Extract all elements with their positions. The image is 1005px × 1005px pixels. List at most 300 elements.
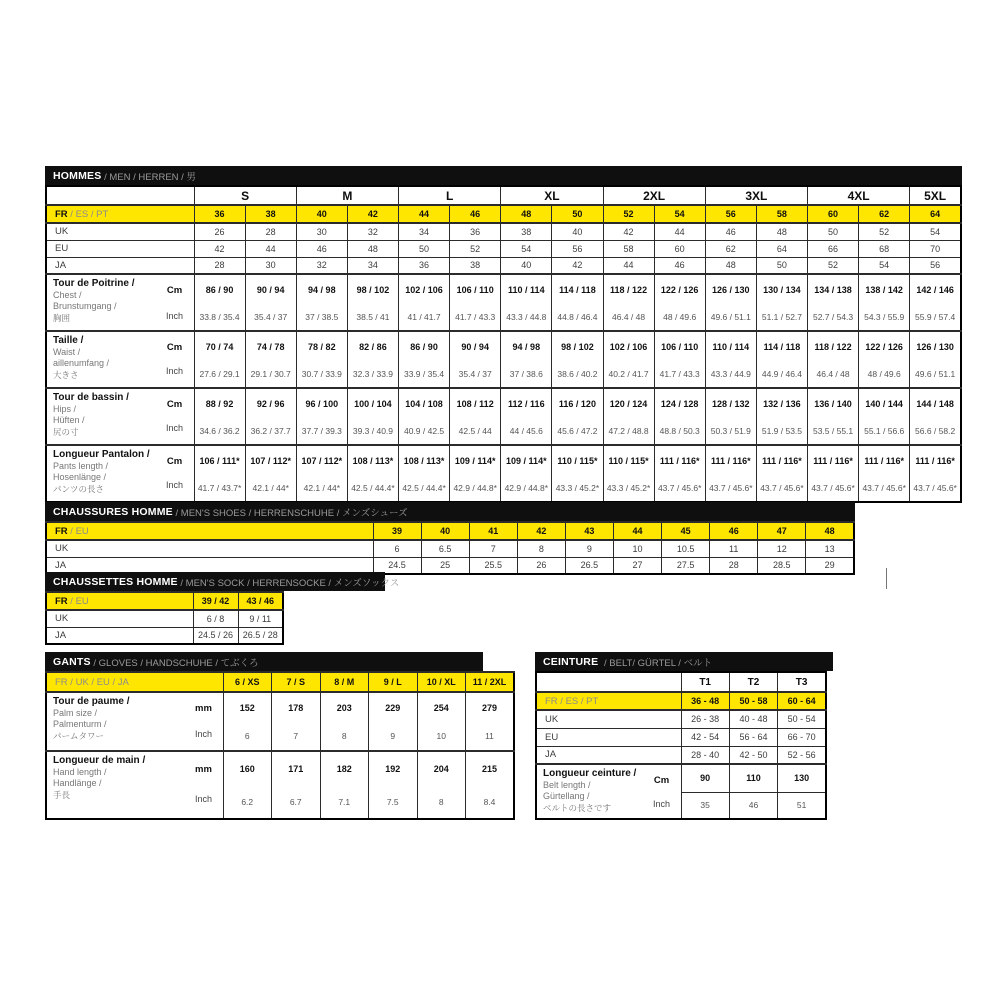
shoe-uk-cell: 12 <box>758 540 806 557</box>
belt-ja-row <box>536 746 826 764</box>
chest-inch-cell: 44.8 / 46.4 <box>552 304 603 331</box>
glove-size-cell: 11 / 2XL <box>466 672 515 692</box>
ja-row-label: JA <box>46 257 194 274</box>
size-group-cell: L <box>399 186 501 205</box>
belt-t-cell: T3 <box>778 672 826 692</box>
ja-size-cell: 52 <box>808 257 859 274</box>
eu-size-cell: 50 <box>399 240 450 257</box>
shoe-uk-cell: 13 <box>806 540 854 557</box>
chest-inch-cell: 37 / 38.5 <box>296 304 347 331</box>
uk-size-cell: 44 <box>654 223 705 240</box>
eu-row <box>46 240 961 257</box>
eu-size-cell: 62 <box>705 240 756 257</box>
belt-t-header-row <box>536 672 826 692</box>
pants-cm-row <box>46 445 961 475</box>
shoe-ja-cell: 26 <box>517 557 565 574</box>
chest-label-cell <box>46 274 194 331</box>
belt-length-inch-cell: 35 <box>681 792 729 819</box>
mens-sizes-table <box>45 185 962 503</box>
waist-cm-cell: 114 / 118 <box>756 331 807 361</box>
hips-cm-cell: 128 / 132 <box>705 388 756 418</box>
section-title-rest: / MEN / HERREN / 男 <box>101 171 196 183</box>
belt-length-label-cell <box>536 764 681 819</box>
hand-inch-cell: 8 <box>417 785 466 819</box>
palm-label-en: Palm size / <box>53 708 98 718</box>
fr-es-pt-label <box>46 205 194 223</box>
shoe-size-cell: 42 <box>517 522 565 540</box>
belt-length-cm-row <box>536 764 826 792</box>
fr-size-cell: 50 <box>552 205 603 223</box>
uk-row-label: UK <box>46 223 194 240</box>
pants-inch-cell: 43.3 / 45.2* <box>603 475 654 502</box>
pants-label-fr: Longueur Pantalon / <box>53 449 150 460</box>
pants-inch-cell: 43.7 / 45.6* <box>910 475 961 502</box>
pants-label-en: Pants length / <box>53 461 109 471</box>
hips-inch-cell: 48.8 / 50.3 <box>654 418 705 445</box>
fr-label-rest: / EU <box>67 525 89 537</box>
gloves-header-label <box>46 672 223 692</box>
hips-cm-cell: 88 / 92 <box>194 388 245 418</box>
shoe-size-cell: 46 <box>710 522 758 540</box>
pants-inch-cell: 42.5 / 44.4* <box>399 475 450 502</box>
pants-cm-cell: 111 / 116* <box>910 445 961 475</box>
chest-inch-cell: 46.4 / 48 <box>603 304 654 331</box>
pants-cm-cell: 107 / 112* <box>245 445 296 475</box>
hips-cm-cell: 140 / 144 <box>859 388 910 418</box>
palm-inch-cell: 7 <box>272 722 321 751</box>
waist-cm-cell: 86 / 90 <box>399 331 450 361</box>
waist-cm-cell: 106 / 110 <box>654 331 705 361</box>
belt-section-title-bar <box>535 652 833 671</box>
fr-size-cell: 46 <box>450 205 501 223</box>
palm-mm-cell: 203 <box>320 692 369 722</box>
size-group-cell: 4XL <box>808 186 910 205</box>
ja-size-cell: 54 <box>859 257 910 274</box>
belt-table <box>535 671 827 820</box>
fr-size-cell: 40 <box>296 205 347 223</box>
shoe-size-cell: 44 <box>613 522 661 540</box>
socks-fr-eu-row <box>46 592 283 610</box>
hips-cm-row <box>46 388 961 418</box>
hand-label-de: Handlänge / <box>53 778 102 789</box>
hips-label-ja: 尻の寸 <box>53 426 79 437</box>
pants-cm-cell: 108 / 113* <box>399 445 450 475</box>
uk-size-cell: 48 <box>756 223 807 240</box>
ja-size-cell: 56 <box>910 257 961 274</box>
fr-size-cell: 52 <box>603 205 654 223</box>
fr-size-cell: 64 <box>910 205 961 223</box>
gloves-header-row <box>46 672 514 692</box>
mens-socks-section <box>45 572 400 645</box>
ja-size-cell: 28 <box>194 257 245 274</box>
belt-ja-cell: 52 - 56 <box>778 746 826 764</box>
waist-inch-cell: 38.6 / 40.2 <box>552 361 603 388</box>
hips-cm-cell: 112 / 116 <box>501 388 552 418</box>
hand-label-cell <box>46 751 223 819</box>
hips-cm-cell: 132 / 136 <box>756 388 807 418</box>
shoe-ja-cell: 28.5 <box>758 557 806 574</box>
belt-eu-cell: 42 - 54 <box>681 728 729 746</box>
hips-inch-cell: 56.6 / 58.2 <box>910 418 961 445</box>
palm-label-ja: パームタワー <box>53 730 105 741</box>
shoe-size-cell: 43 <box>565 522 613 540</box>
ja-size-cell: 38 <box>450 257 501 274</box>
shoe-uk-cell: 6.5 <box>421 540 469 557</box>
hand-inch-cell: 7.5 <box>369 785 418 819</box>
chest-inch-cell: 55.9 / 57.4 <box>910 304 961 331</box>
hips-inch-cell: 40.9 / 42.5 <box>399 418 450 445</box>
size-group-row <box>46 186 961 205</box>
uk-size-cell: 28 <box>245 223 296 240</box>
belt-ja-cell: 42 - 50 <box>729 746 777 764</box>
palm-inch-cell: 10 <box>417 722 466 751</box>
shoe-uk-cell: 10.5 <box>662 540 710 557</box>
chest-cm-cell: 142 / 146 <box>910 274 961 304</box>
shoe-uk-cell: 10 <box>613 540 661 557</box>
fr-label-bold: FR <box>55 595 68 607</box>
hips-inch-cell: 34.6 / 36.2 <box>194 418 245 445</box>
chest-inch-cell: 52.7 / 54.3 <box>808 304 859 331</box>
belt-eu-label: EU <box>536 728 681 746</box>
hips-cm-cell: 136 / 140 <box>808 388 859 418</box>
shoes-table <box>45 521 855 575</box>
belt-ja-label: JA <box>536 746 681 764</box>
shoe-size-cell: 48 <box>806 522 854 540</box>
shoe-ja-cell: 27 <box>613 557 661 574</box>
palm-mm-cell: 254 <box>417 692 466 722</box>
waist-inch-cell: 41.7 / 43.3 <box>654 361 705 388</box>
waist-label-en: Waist / <box>53 347 81 357</box>
shoe-uk-cell: 7 <box>469 540 517 557</box>
chest-inch-cell: 41.7 / 43.3 <box>450 304 501 331</box>
ja-size-cell: 32 <box>296 257 347 274</box>
waist-inch-cell: 29.1 / 30.7 <box>245 361 296 388</box>
hips-label-fr: Tour de bassin / <box>53 392 129 403</box>
eu-size-cell: 64 <box>756 240 807 257</box>
shoes-uk-label: UK <box>46 540 373 557</box>
socks-section-title-bar <box>45 572 400 591</box>
belt-uk-cell: 50 - 54 <box>778 710 826 728</box>
belt-eu-row <box>536 728 826 746</box>
palm-label-fr: Tour de paume / <box>53 696 130 707</box>
chest-cm-cell: 122 / 126 <box>654 274 705 304</box>
eu-size-cell: 48 <box>347 240 398 257</box>
hips-inch-cell: 42.5 / 44 <box>450 418 501 445</box>
waist-cm-cell: 122 / 126 <box>859 331 910 361</box>
pants-cm-cell: 106 / 111* <box>194 445 245 475</box>
ja-size-cell: 50 <box>756 257 807 274</box>
chest-cm-cell: 110 / 114 <box>501 274 552 304</box>
belt-uk-row <box>536 710 826 728</box>
gloves-header-label-text: FR / UK / EU / JA <box>55 676 129 688</box>
pants-inch-cell: 43.7 / 45.6* <box>808 475 859 502</box>
size-group-cell: S <box>194 186 296 205</box>
section-title-bold: GANTS <box>53 655 91 668</box>
ja-size-cell: 36 <box>399 257 450 274</box>
belt-eu-cell: 66 - 70 <box>778 728 826 746</box>
scan-artifact-line <box>886 568 887 589</box>
socks-ja-label: JA <box>46 627 193 644</box>
waist-inch-cell: 30.7 / 33.9 <box>296 361 347 388</box>
mens-shoes-section <box>45 502 855 575</box>
ja-size-cell: 30 <box>245 257 296 274</box>
hips-cm-cell: 104 / 108 <box>399 388 450 418</box>
eu-row-label: EU <box>46 240 194 257</box>
unit-mm: mm <box>195 703 212 715</box>
sock-size-cell: 43 / 46 <box>238 592 283 610</box>
hand-label-fr: Longueur de main / <box>53 755 146 766</box>
fr-label-rest: / ES / PT <box>67 208 109 220</box>
chest-cm-cell: 114 / 118 <box>552 274 603 304</box>
belt-length-cm-cell: 130 <box>778 764 826 792</box>
unit-cm: Cm <box>166 455 183 467</box>
unit-inch: Inch <box>165 366 183 377</box>
unit-mm: mm <box>195 764 212 776</box>
waist-cm-row <box>46 331 961 361</box>
chest-cm-cell: 126 / 130 <box>705 274 756 304</box>
chest-label-en: Chest / <box>53 290 82 300</box>
pants-cm-cell: 111 / 116* <box>859 445 910 475</box>
glove-size-cell: 10 / XL <box>417 672 466 692</box>
chest-inch-cell: 43.3 / 44.8 <box>501 304 552 331</box>
pants-inch-cell: 42.9 / 44.8* <box>501 475 552 502</box>
chest-cm-cell: 130 / 134 <box>756 274 807 304</box>
waist-inch-cell: 35.4 / 37 <box>450 361 501 388</box>
shoe-ja-cell: 25.5 <box>469 557 517 574</box>
waist-label-de: aillenumfang / <box>53 358 110 369</box>
pants-label-cell <box>46 445 194 502</box>
waist-inch-cell: 37 / 38.6 <box>501 361 552 388</box>
pants-inch-cell: 43.7 / 45.6* <box>756 475 807 502</box>
unit-inch: Inch <box>652 799 670 810</box>
palm-mm-cell: 279 <box>466 692 515 722</box>
hand-mm-cell: 215 <box>466 751 515 785</box>
eu-size-cell: 68 <box>859 240 910 257</box>
shoe-ja-cell: 28 <box>710 557 758 574</box>
hips-label-de: Hüften / <box>53 415 85 426</box>
eu-size-cell: 54 <box>501 240 552 257</box>
hips-cm-cell: 116 / 120 <box>552 388 603 418</box>
chest-inch-cell: 38.5 / 41 <box>347 304 398 331</box>
shoe-ja-cell: 26.5 <box>565 557 613 574</box>
shoe-uk-cell: 6 <box>373 540 421 557</box>
hand-label-en: Hand length / <box>53 767 107 777</box>
empty-corner-cell <box>46 186 194 205</box>
eu-size-cell: 44 <box>245 240 296 257</box>
shoe-ja-cell: 29 <box>806 557 854 574</box>
gloves-table <box>45 671 515 820</box>
eu-size-cell: 46 <box>296 240 347 257</box>
chest-inch-cell: 33.8 / 35.4 <box>194 304 245 331</box>
waist-cm-cell: 110 / 114 <box>705 331 756 361</box>
ja-size-cell: 48 <box>705 257 756 274</box>
socks-uk-row <box>46 610 283 627</box>
belt-ja-cell: 28 - 40 <box>681 746 729 764</box>
hips-cm-cell: 144 / 148 <box>910 388 961 418</box>
chest-cm-cell: 90 / 94 <box>245 274 296 304</box>
hand-mm-row <box>46 751 514 785</box>
eu-size-cell: 42 <box>194 240 245 257</box>
section-title-bold: CHAUSSURES HOMME <box>53 505 173 518</box>
uk-size-cell: 42 <box>603 223 654 240</box>
palm-label-de: Palmenturm / <box>53 719 107 730</box>
section-title-rest: / BELT/ GÜRTEL / ベルト <box>601 657 713 669</box>
waist-cm-cell: 82 / 86 <box>347 331 398 361</box>
shoe-uk-cell: 8 <box>517 540 565 557</box>
waist-cm-cell: 102 / 106 <box>603 331 654 361</box>
pants-cm-cell: 111 / 116* <box>756 445 807 475</box>
eu-size-cell: 56 <box>552 240 603 257</box>
chest-cm-cell: 106 / 110 <box>450 274 501 304</box>
pants-label-de: Hosenlänge / <box>53 472 107 483</box>
fr-size-cell: 58 <box>756 205 807 223</box>
chest-cm-cell: 94 / 98 <box>296 274 347 304</box>
pants-cm-cell: 110 / 115* <box>603 445 654 475</box>
waist-cm-cell: 98 / 102 <box>552 331 603 361</box>
shoes-section-title-bar <box>45 502 855 521</box>
gloves-section <box>45 652 515 820</box>
belt-fr-cell: 36 - 48 <box>681 692 729 710</box>
shoe-uk-cell: 9 <box>565 540 613 557</box>
pants-cm-cell: 111 / 116* <box>654 445 705 475</box>
shoe-size-cell: 45 <box>662 522 710 540</box>
shoe-size-cell: 40 <box>421 522 469 540</box>
pants-inch-cell: 43.7 / 45.6* <box>859 475 910 502</box>
belt-eu-cell: 56 - 64 <box>729 728 777 746</box>
unit-inch: Inch <box>165 423 183 434</box>
chest-cm-cell: 102 / 106 <box>399 274 450 304</box>
uk-size-cell: 40 <box>552 223 603 240</box>
waist-cm-cell: 74 / 78 <box>245 331 296 361</box>
palm-inch-cell: 11 <box>466 722 515 751</box>
shoe-ja-cell: 24.5 <box>373 557 421 574</box>
belt-length-label-fr: Longueur ceinture / <box>543 768 637 779</box>
palm-mm-cell: 178 <box>272 692 321 722</box>
fr-size-cell: 42 <box>347 205 398 223</box>
sock-ja-cell: 26.5 / 28 <box>238 627 283 644</box>
section-title-rest: / MEN'S SOCK / HERRENSOCKE / メンズソックス <box>177 577 400 589</box>
hand-mm-cell: 160 <box>223 751 272 785</box>
fr-size-cell: 44 <box>399 205 450 223</box>
uk-size-cell: 52 <box>859 223 910 240</box>
size-group-cell: 5XL <box>910 186 961 205</box>
palm-mm-cell: 152 <box>223 692 272 722</box>
ja-size-cell: 44 <box>603 257 654 274</box>
belt-fr-cell: 50 - 58 <box>729 692 777 710</box>
chest-cm-cell: 86 / 90 <box>194 274 245 304</box>
pants-cm-cell: 107 / 112* <box>296 445 347 475</box>
uk-size-cell: 54 <box>910 223 961 240</box>
chest-cm-cell: 118 / 122 <box>603 274 654 304</box>
belt-section <box>535 652 833 820</box>
fr-size-cell: 38 <box>245 205 296 223</box>
eu-size-cell: 52 <box>450 240 501 257</box>
ja-size-cell: 40 <box>501 257 552 274</box>
fr-size-cell: 54 <box>654 205 705 223</box>
chest-cm-cell: 138 / 142 <box>859 274 910 304</box>
hips-cm-cell: 100 / 104 <box>347 388 398 418</box>
uk-size-cell: 30 <box>296 223 347 240</box>
hips-inch-cell: 47.2 / 48.8 <box>603 418 654 445</box>
fr-size-cell: 48 <box>501 205 552 223</box>
shoe-size-cell: 39 <box>373 522 421 540</box>
pants-inch-cell: 41.7 / 43.7* <box>194 475 245 502</box>
chest-inch-cell: 48 / 49.6 <box>654 304 705 331</box>
hips-label-cell <box>46 388 194 445</box>
belt-length-cm-cell: 110 <box>729 764 777 792</box>
pants-cm-cell: 110 / 115* <box>552 445 603 475</box>
pants-label-ja: パンツの長さ <box>53 483 105 494</box>
hand-inch-cell: 8.4 <box>466 785 515 819</box>
chest-inch-cell: 54.3 / 55.9 <box>859 304 910 331</box>
hips-inch-cell: 44 / 45.6 <box>501 418 552 445</box>
hips-inch-cell: 39.3 / 40.9 <box>347 418 398 445</box>
mens-sizes-section <box>45 166 962 503</box>
belt-length-inch-cell: 46 <box>729 792 777 819</box>
palm-inch-cell: 9 <box>369 722 418 751</box>
shoe-size-cell: 41 <box>469 522 517 540</box>
shoe-ja-cell: 25 <box>421 557 469 574</box>
chest-cm-cell: 134 / 138 <box>808 274 859 304</box>
fr-label-bold: FR <box>55 208 68 220</box>
hips-label-en: Hips / <box>53 404 77 414</box>
hand-inch-cell: 6.7 <box>272 785 321 819</box>
glove-size-cell: 7 / S <box>272 672 321 692</box>
belt-fr-label-text: FR / ES / PT <box>545 695 599 707</box>
hand-label-ja: 手長 <box>53 789 71 800</box>
hips-cm-cell: 108 / 112 <box>450 388 501 418</box>
pants-inch-cell: 43.3 / 45.2* <box>552 475 603 502</box>
socks-ja-row <box>46 627 283 644</box>
belt-length-label-de: Gürtellang / <box>543 791 590 802</box>
hips-inch-cell: 36.2 / 37.7 <box>245 418 296 445</box>
fr-label-bold: FR <box>55 525 68 537</box>
chest-label-de: Brunstumgang / <box>53 301 117 312</box>
unit-cm: Cm <box>166 285 183 297</box>
waist-inch-cell: 48 / 49.6 <box>859 361 910 388</box>
ja-size-cell: 46 <box>654 257 705 274</box>
shoes-ja-label: JA <box>46 557 373 574</box>
waist-inch-cell: 27.6 / 29.1 <box>194 361 245 388</box>
chest-cm-cell: 98 / 102 <box>347 274 398 304</box>
hips-inch-cell: 55.1 / 56.6 <box>859 418 910 445</box>
uk-size-cell: 50 <box>808 223 859 240</box>
mens-section-title-bar <box>45 166 962 185</box>
uk-size-cell: 38 <box>501 223 552 240</box>
belt-uk-label: UK <box>536 710 681 728</box>
chest-inch-cell: 49.6 / 51.1 <box>705 304 756 331</box>
glove-size-cell: 6 / XS <box>223 672 272 692</box>
section-title-bold: HOMMES <box>53 169 102 182</box>
sock-ja-cell: 24.5 / 26 <box>193 627 238 644</box>
waist-inch-cell: 40.2 / 41.7 <box>603 361 654 388</box>
sock-uk-cell: 9 / 11 <box>238 610 283 627</box>
chest-label-ja: 胸囲 <box>53 312 71 323</box>
pants-inch-cell: 43.7 / 45.6* <box>705 475 756 502</box>
pants-inch-cell: 42.1 / 44* <box>245 475 296 502</box>
fr-label-rest: / EU <box>67 595 89 607</box>
belt-t-cell: T2 <box>729 672 777 692</box>
belt-fr-cell: 60 - 64 <box>778 692 826 710</box>
ja-size-cell: 34 <box>347 257 398 274</box>
glove-size-cell: 9 / L <box>369 672 418 692</box>
uk-size-cell: 46 <box>705 223 756 240</box>
uk-size-cell: 26 <box>194 223 245 240</box>
socks-fr-eu-label <box>46 592 193 610</box>
pants-cm-cell: 111 / 116* <box>808 445 859 475</box>
palm-mm-row <box>46 692 514 722</box>
uk-row <box>46 223 961 240</box>
